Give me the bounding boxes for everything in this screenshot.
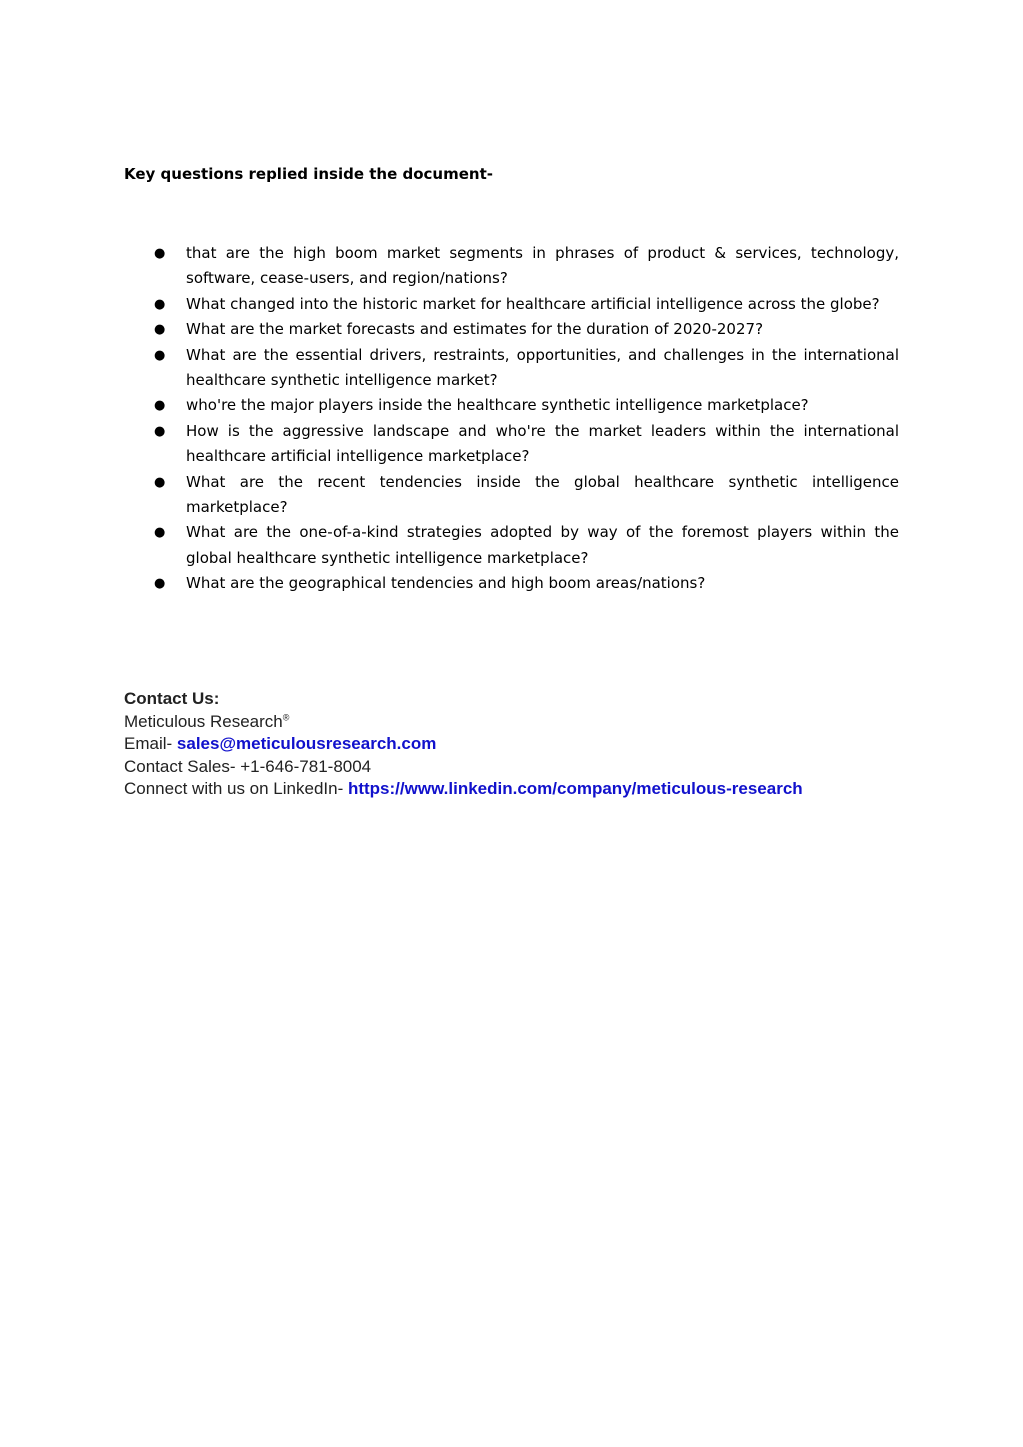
registered-mark-icon: ® — [282, 711, 290, 722]
bullet-icon: ● — [154, 525, 166, 541]
list-item — [154, 571, 899, 596]
bullet-icon: ● — [154, 576, 166, 592]
list-item — [154, 317, 899, 342]
email-label: Email- — [124, 734, 177, 754]
linkedin-label: Connect with us on LinkedIn- — [124, 779, 348, 799]
bullet-icon: ● — [154, 296, 166, 312]
sales-phone-line: Contact Sales- +1-646-781-8004 — [124, 756, 372, 776]
question-text: What are the one-of-a-kind strategies adopted by way of the foremost players within the global healthcare synthetic intelligence marketplace? — [186, 523, 899, 567]
bullet-icon: ● — [154, 474, 166, 490]
question-text: who're the major players inside the healthcare synthetic intelligence marketplace? — [186, 396, 809, 415]
list-item — [154, 241, 899, 292]
question-text: What changed into the historic market for healthcare artificial intelligence across the globe? — [186, 294, 880, 313]
question-text: What are the essential drivers, restraints, opportunities, and challenges in the international healthcare synthetic intelligence market? — [186, 345, 899, 390]
email-line — [124, 733, 803, 756]
list-item — [154, 470, 899, 521]
linkedin-line — [124, 778, 803, 801]
bullet-icon: ● — [154, 398, 166, 414]
contact-title: Contact Us: — [124, 689, 220, 708]
question-text: that are the high boom market segments in phrases of product & services, technology, software, cease-users, and region/nations? — [186, 244, 899, 288]
list-item — [154, 343, 899, 394]
question-text: How is the aggressive landscape and who're the market leaders within the international healthcare artificial intelligence marketplace? — [186, 421, 899, 466]
bullet-icon: ● — [154, 322, 166, 338]
contact-block — [124, 688, 803, 801]
question-text: What are the geographical tendencies and high boom areas/nations? — [186, 574, 706, 593]
list-item — [154, 393, 899, 418]
list-item — [154, 419, 899, 470]
bullet-icon: ● — [154, 423, 166, 439]
company-name: Meticulous Research — [124, 711, 283, 731]
question-text: What are the market forecasts and estimates for the duration of 2020-2027? — [186, 320, 764, 339]
key-questions-list — [154, 241, 899, 597]
list-item — [154, 292, 899, 317]
company-line — [124, 711, 803, 734]
section-heading: Key questions replied inside the document- — [124, 165, 493, 183]
bullet-icon: ● — [154, 347, 166, 363]
bullet-icon: ● — [154, 246, 166, 261]
email-link[interactable]: sales@meticulousresearch.com — [176, 734, 437, 754]
list-item — [154, 520, 899, 571]
linkedin-link[interactable]: https://www.linkedin.com/company/meticulous-research — [347, 779, 803, 799]
question-text: What are the recent tendencies inside the global healthcare synthetic intelligence marketplace? — [186, 472, 899, 517]
